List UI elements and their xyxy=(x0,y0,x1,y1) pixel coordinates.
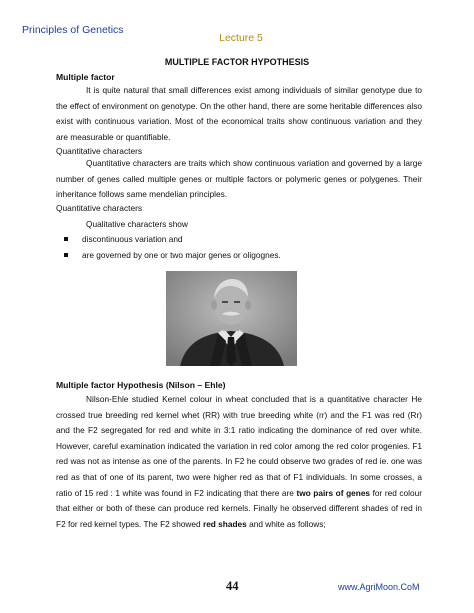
paragraph-hypothesis xyxy=(56,392,422,532)
qualitative-intro: Qualitative characters show xyxy=(86,219,188,229)
bullet-icon xyxy=(64,253,68,257)
list-item xyxy=(64,250,281,260)
website-link[interactable]: www.AgriMoon.CoM xyxy=(338,582,420,592)
hypothesis-text-part2: for red colour that either or both of these can produce red kernels. Finally he observed different shades of red in F2 for red kernel types. The F2 showed xyxy=(56,487,422,529)
list-item xyxy=(64,234,183,244)
hypothesis-text-part3: and white as follows; xyxy=(246,518,326,529)
course-title: Principles of Genetics xyxy=(22,24,124,36)
section-heading-quantitative: Quantitative characters xyxy=(56,146,143,156)
section-heading-hypothesis: Multiple factor Hypothesis (Nilson – Ehle) xyxy=(56,380,226,390)
portrait-photo-icon xyxy=(166,271,297,366)
paragraph-quantitative-text: Quantitative characters are traits which show continuous variation and governed by a large number of genes called multiple genes or multiple factors or polymeric genes or polygenes. Their inheritance follows same mendelian principles. xyxy=(56,158,422,200)
section-heading-quantitative-2: Quantitative characters xyxy=(56,203,143,213)
section-heading-multiple-factor: Multiple factor xyxy=(56,72,115,82)
hypothesis-bold-genes: two pairs of genes xyxy=(296,487,371,498)
page-title: MULTIPLE FACTOR HYPOTHESIS xyxy=(164,57,310,67)
list-item-text: discontinuous variation and xyxy=(82,234,183,244)
bullet-icon xyxy=(64,237,68,241)
page-number: 44 xyxy=(226,579,239,593)
hypothesis-bold-shades: red shades xyxy=(202,518,247,529)
paragraph-multiple-factor xyxy=(56,83,422,145)
lecture-label: Lecture 5 xyxy=(219,32,263,44)
list-item-text: are governed by one or two major genes or oligognes. xyxy=(82,250,281,260)
hypothesis-text-part1: Nilson-Ehle studied Kernel colour in wheat concluded that is a quantitative character He crossed true breeding red kernel whet (RR) with true breeding white (rr) and the F1 was red (Rr) and the F2 segregated for red and white in 3:1 ratio indicating the dominance of red over white. However, careful examination indicated the variation in red color among the red color progenies. F1 red was not as intense as one of the parents. In F2 he could observe two grades of red ie. one was red as that of one of its parent, two were higher red as that of F1 individuals. In some crosses, a ratio of 15 red : 1 white was found in F2 indicating that there are xyxy=(56,394,422,498)
paragraph-multiple-factor-text: It is quite natural that small differences exist among individuals of similar genotype due to the effect of environment on genotype. On the other hand, there are some heritable differences also exist with continuous variation. Most of the economical traits show continuous variation and they are measurable or quantifiable. xyxy=(56,85,422,142)
paragraph-quantitative xyxy=(56,156,422,203)
nilson-ehle-portrait xyxy=(166,271,297,366)
